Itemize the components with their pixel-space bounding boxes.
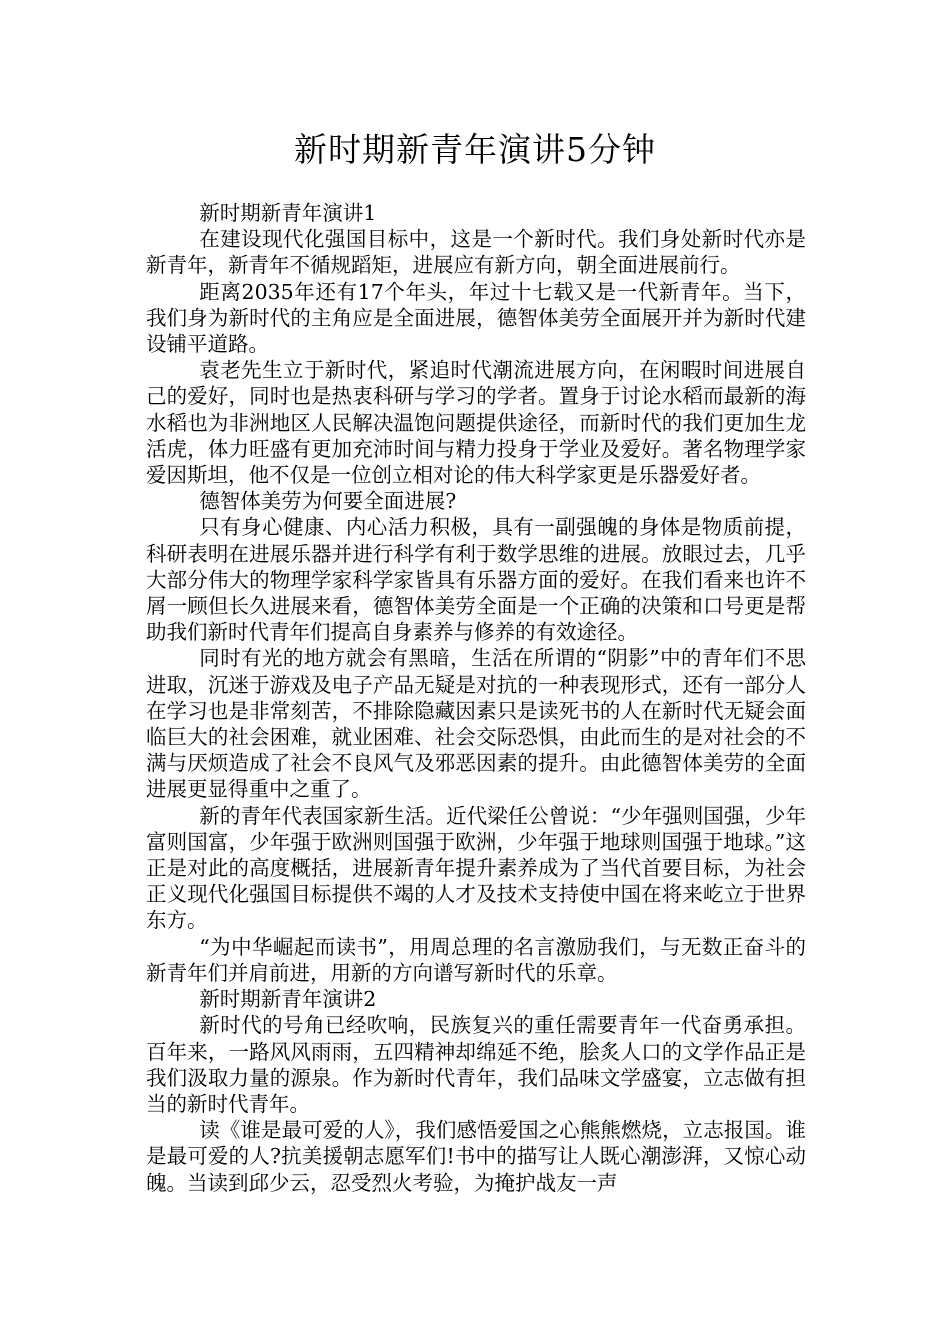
paragraph: 只有身心健康、内心活力积极，具有一副强魄的身体是物质前提，科研表明在进展乐器并进行科学有利于数学思维的进展。放眼过去，几乎大部分伟大的物理学家科学家皆具有乐器方面的爱好。在我们看来也许不屑一顾但长久进展来看，德智体美劳全面是一个正确的决策和口号更是帮助我们新时代青年们提高自身素养与修养的有效途径。 (146, 515, 806, 645)
paragraph: 在建设现代化强国目标中，这是一个新时代。我们身处新时代亦是新青年，新青年不循规蹈矩，进展应有新方向，朝全面进展前行。 (146, 227, 806, 278)
paragraph: 德智体美劳为何要全面进展? (199, 489, 457, 514)
paragraph: “为中华崛起而读书”，用周总理的名言激励我们，与无数正奋斗的新青年们并肩前进，用新的方向谱写新时代的乐章。 (146, 934, 806, 985)
paragraph: 新时代的号角已经吹响，民族复兴的重任需要青年一代奋勇承担。百年来，一路风风雨雨，五四精神却绵延不绝，脍炙人口的文学作品正是我们汲取力量的源泉。作为新时代青年，我们品味文学盛宴，立志做有担当的新时代青年。 (146, 1013, 806, 1116)
document-body (146, 200, 806, 1196)
paragraph: 距离2035年还有17个年头，年过十七载又是一代新青年。当下，我们身为新时代的主角应是全面进展，德智体美劳全面展开并为新时代建设铺平道路。 (146, 279, 806, 357)
paragraph: 新的青年代表国家新生活。近代梁任公曾说：“少年强则国强，少年富则国富，少年强于欧洲则国强于欧洲，少年强于地球则国强于地球。”这正是对此的高度概括，进展新青年提升素养成为了当代首要目标，为社会正义现代化强国目标提供不竭的人才及技术支持使中国在将来屹立于世界东方。 (146, 803, 806, 933)
document-title: 新时期新青年演讲5分钟 (294, 130, 656, 169)
section-heading: 新时期新青年演讲1 (199, 201, 377, 225)
section-heading: 新时期新青年演讲2 (199, 987, 377, 1012)
paragraph: 同时有光的地方就会有黑暗，生活在所谓的“阴影”中的青年们不思进取，沉迷于游戏及电子产品无疑是对抗的一种表现形式，还有一部分人在学习也是非常刻苦，不排除隐藏因素只是读死书的人在新时代无疑会面临巨大的社会困难，就业困难、社会交际恐惧，由此而生的是对社会的不满与厌烦造成了社会不良风气及邪恶因素的提升。由此德智体美劳的全面进展更显得重中之重了。 (146, 646, 806, 802)
paragraph: 袁老先生立于新时代，紧追时代潮流进展方向，在闲暇时间进展自己的爱好，同时也是热衷科研与学习的学者。置身于讨论水稻而最新的海水稻也为非洲地区人民解决温饱问题提供途径，而新时代的我们更加生龙活虎，体力旺盛有更加充沛时间与精力投身于学业及爱好。著名物理学家爱因斯坦，他不仅是一位创立相对论的伟大科学家更是乐器爱好者。 (146, 358, 806, 488)
paragraph: 读《谁是最可爱的人》，我们感悟爱国之心熊熊燃烧，立志报国。谁是最可爱的人?抗美援朝志愿军们!书中的描写让人既心潮澎湃，又惊心动魄。当读到邱少云，忍受烈火考验，为掩护战友一声 (146, 1118, 806, 1195)
